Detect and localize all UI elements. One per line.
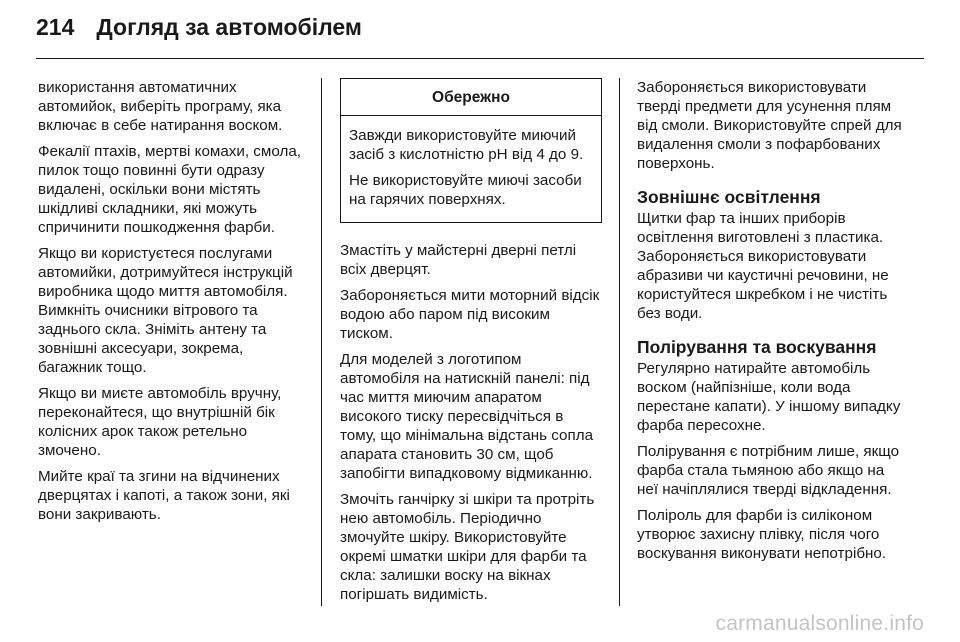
paragraph: Поліроль для фарби із силіконом утворює захисну плівку, після чого воскування виконувати непотрібно. (637, 507, 887, 562)
paragraph: Якщо ви миєте автомобіль вручну, переконайтеся, що внутрішній бік колісних арок також ретельно змочено. (38, 385, 282, 459)
column-2 (340, 78, 602, 611)
page-header (36, 14, 362, 54)
caution-line: Завжди використовуйте миючий засіб з кислотністю pH від 4 до 9. (349, 127, 584, 163)
page-title: Догляд за автомобілем (96, 14, 362, 40)
paragraph: Мийте краї та згини на відчинених дверцятах і капоті, а також зони, які вони закривають. (38, 468, 290, 523)
column-divider (321, 78, 322, 606)
paragraph: Щитки фар та інших приборів освітлення виготовлені з пластика. Забороняється використовувати абразиви чи каустичні речовини, не користуйтеся шкребком і не чистіть без води. (637, 210, 889, 322)
caution-box (340, 78, 602, 223)
paragraph: Для моделей з логотипом автомобіля на натискній панелі: під час миття миючим апаратом високого тиску пересвідчіться в тому, що мінімальна відстань сопла апарата становить 30 см, щоб запобігти випадковому відмиканню. (340, 351, 594, 482)
paragraph: використання автоматичних автомийок, виберіть програму, яка включає в себе натирання воском. (38, 79, 283, 134)
section-heading-lighting: Зовнішнє освітлення (637, 187, 821, 207)
column-divider (619, 78, 620, 606)
paragraph: Якщо ви користуєтеся послугами автомийки, дотримуйтеся інструкцій виробника щодо миття автомобіля. Вимкніть очисники вітрового та заднього скла. Зніміть антену та зовнішні аксесуари, зокрема, багажник тощо. (38, 245, 293, 376)
paragraph: Змочіть ганчірку зі шкіри та протріть нею автомобіль. Періодично змочуйте шкіру. Використовуйте окремі шматки шкіри для фарби та скла: залишки воску на вікнах погіршать видимість. (340, 491, 595, 603)
paragraph: Забороняється мити моторний відсік водою або паром під високим тиском. (340, 287, 600, 342)
header-divider (36, 58, 924, 59)
column-3 (637, 78, 909, 570)
paragraph: Полірування є потрібним лише, якщо фарба стала тьмяною або якщо на неї начіплялися тверді відкладення. (637, 443, 900, 498)
page-number: 214 (36, 14, 75, 40)
caution-line: Не використовуйте миючі засоби на гарячих поверхнях. (349, 172, 582, 208)
column-1 (38, 78, 306, 531)
watermark: carmanualsonline.info (715, 612, 924, 635)
caution-title: Обережно (341, 79, 601, 116)
paragraph: Фекалії птахів, мертві комахи, смола, пилок тощо повинні бути одразу видалені, оскільки вони містять шкідливі складники, які можуть спричинити пошкодження фарби. (38, 143, 301, 236)
caution-body (341, 116, 601, 222)
paragraph: Регулярно натирайте автомобіль воском (найпізніше, коли вода перестане капати). У іншому випадку фарба пересохне. (637, 360, 901, 434)
paragraph: Забороняється використовувати тверді предмети для усунення плям від смоли. Використовуйте спрей для видалення смоли з пофарбованих поверхонь. (637, 79, 902, 172)
paragraph: Змастіть у майстерні дверні петлі всіх дверцят. (340, 242, 577, 278)
section-heading-polish: Полірування та воскування (637, 337, 877, 357)
